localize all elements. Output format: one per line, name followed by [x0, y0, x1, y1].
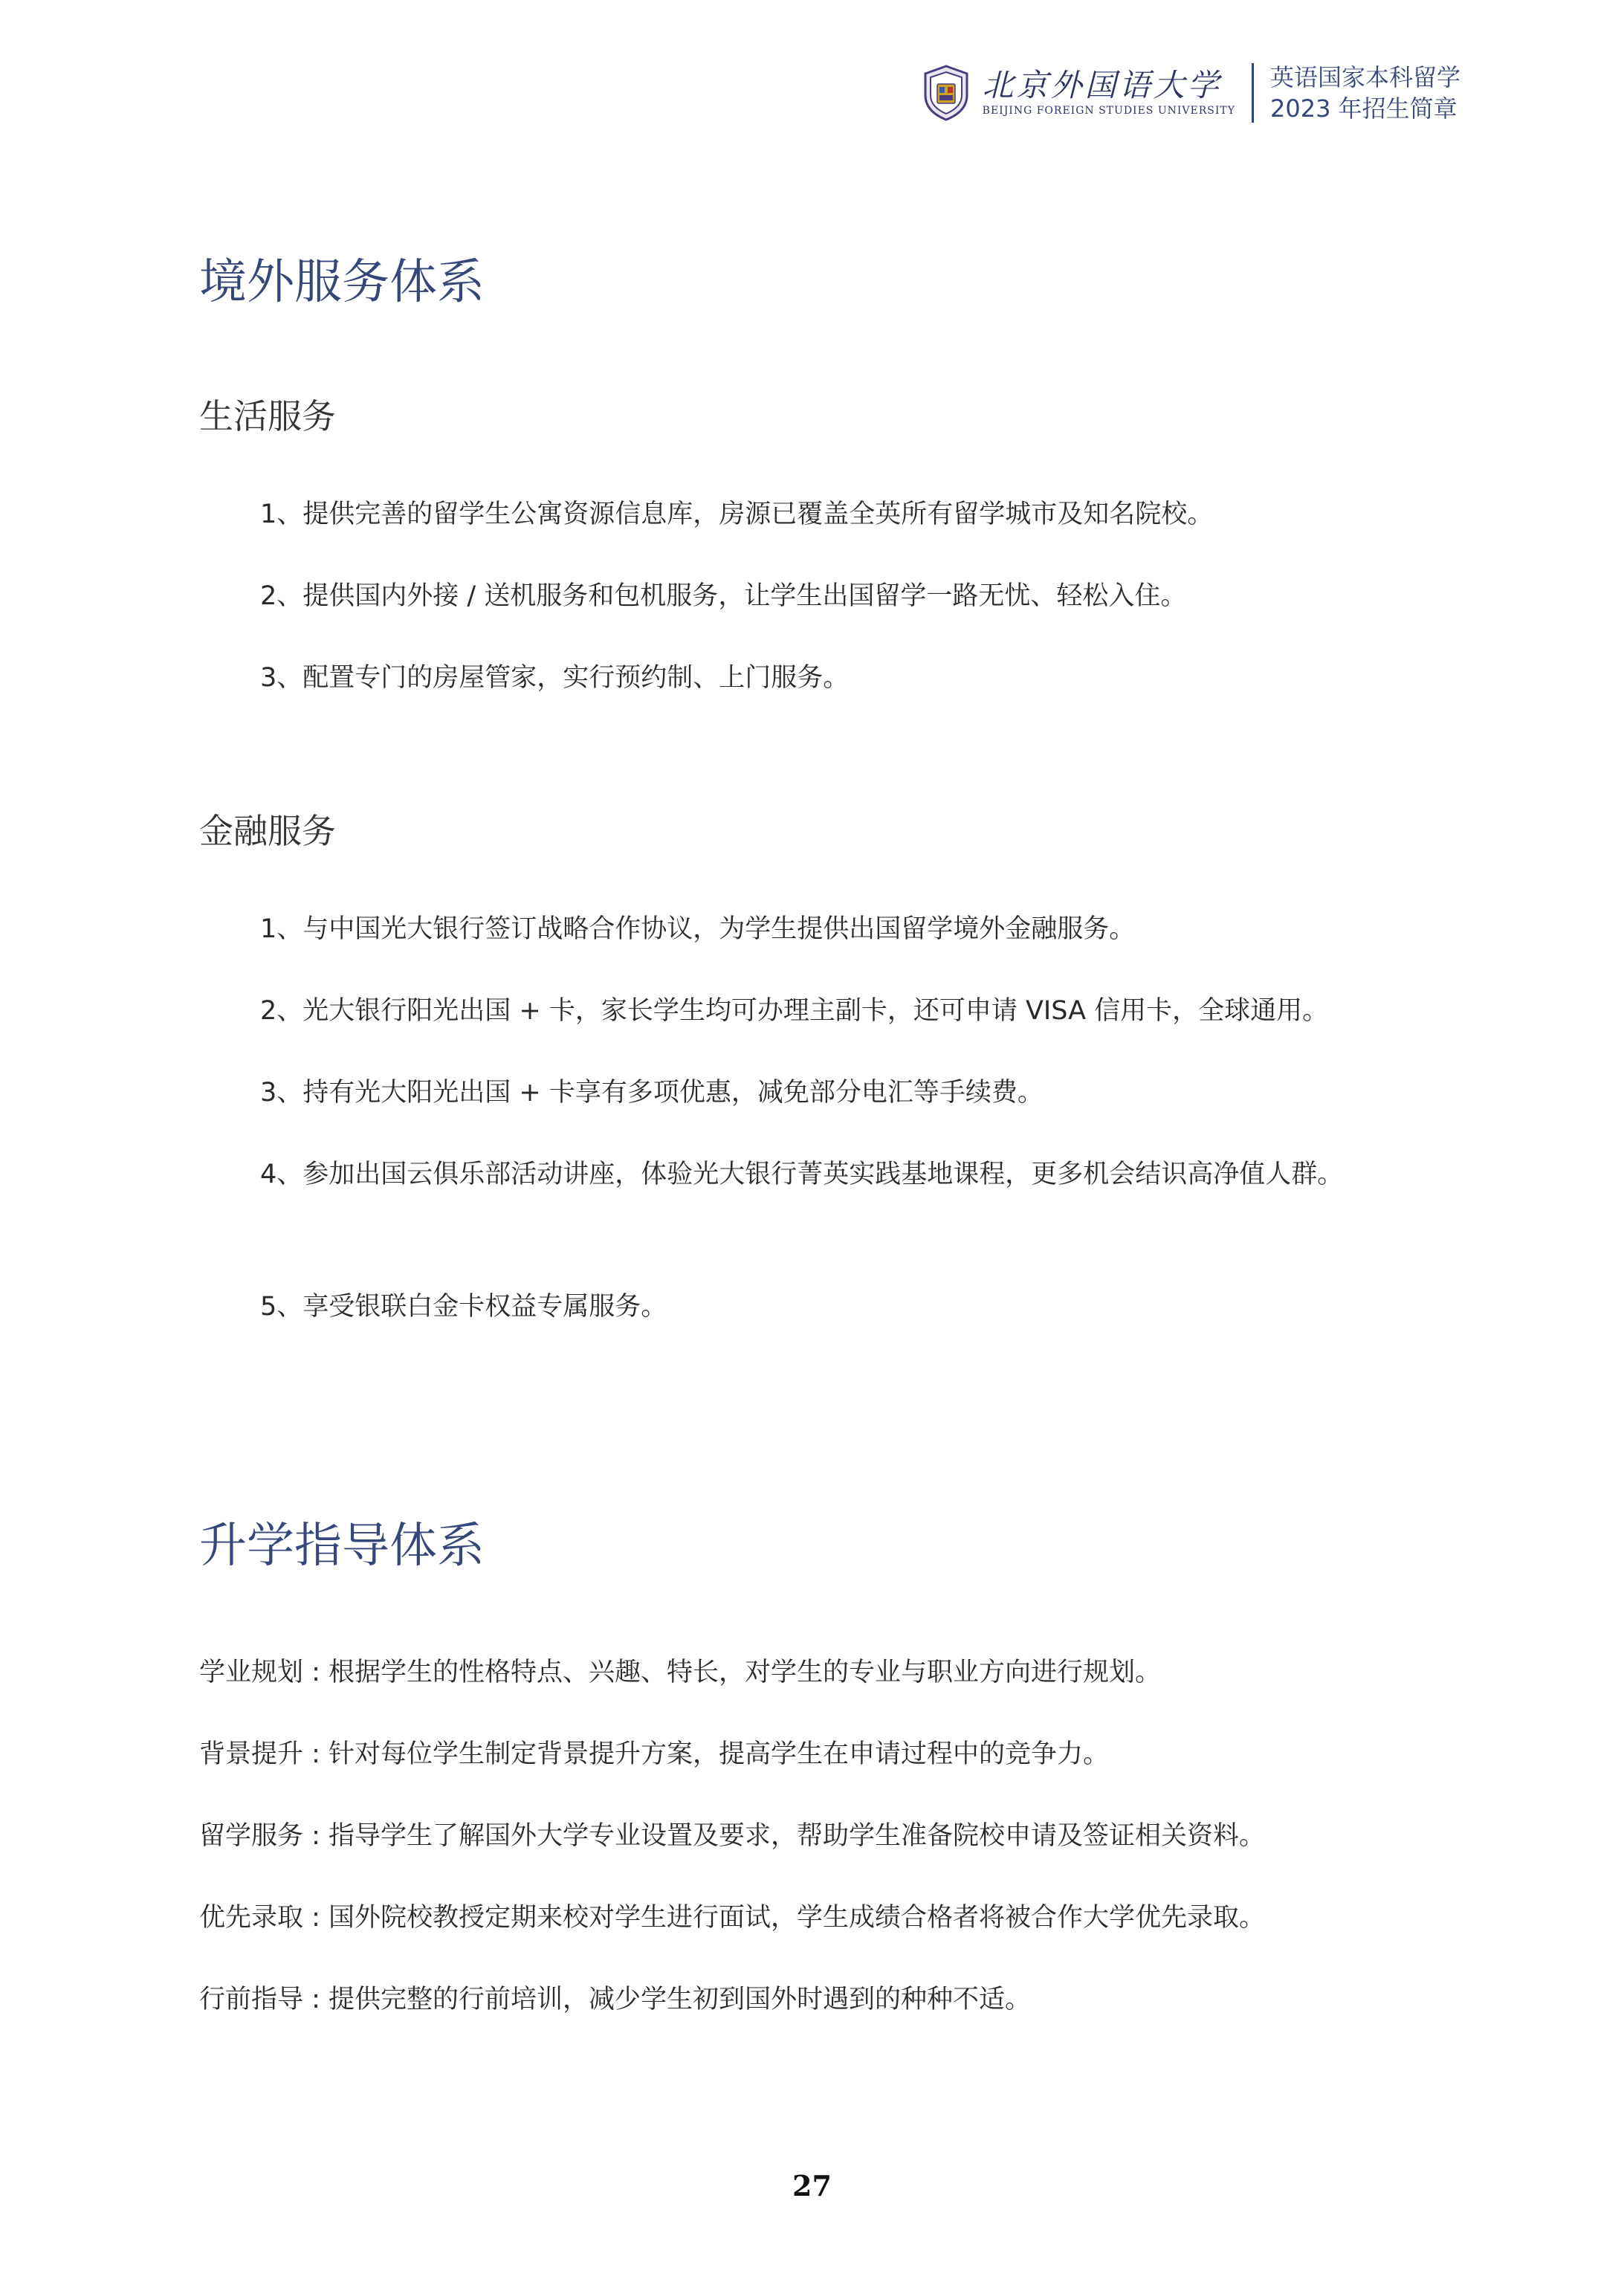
university-seal-logo [920, 63, 972, 123]
program-title-line1: 英语国家本科留学 [1269, 63, 1460, 91]
subsection-title-life-service: 生活服务 [199, 396, 336, 436]
life-service-item-2: 2、提供国内外接 / 送机服务和包机服务，让学生出国留学一路无忧、轻松入住。 [260, 581, 1187, 611]
finance-service-item-5: 5、享受银联白金卡权益专属服务。 [260, 1292, 667, 1322]
guidance-row-pre-departure: 行前指导 : 提供完整的行前培训，减少学生初到国外时遇到的种种不适。 [199, 1985, 1032, 2014]
life-service-item-1: 1、提供完善的留学生公寓资源信息库，房源已覆盖全英所有留学城市及知名院校。 [260, 500, 1214, 529]
life-service-item-3: 3、配置专门的房屋管家，实行预约制、上门服务。 [260, 663, 850, 693]
subsection-title-finance-service: 金融服务 [199, 811, 336, 851]
page-number: 27 [792, 2169, 832, 2202]
guidance-row-background-boost: 背景提升 : 针对每位学生制定背景提升方案，提高学生在申请过程中的竞争力。 [199, 1739, 1110, 1769]
university-wordmark [983, 68, 1235, 118]
page-header [920, 59, 1460, 126]
guidance-row-study-planning: 学业规划 : 根据学生的性格特点、兴趣、特长，对学生的专业与职业方向进行规划。 [199, 1658, 1162, 1687]
university-name-en: BEIJING FOREIGN STUDIES UNIVERSITY [982, 105, 1235, 117]
guidance-row-priority-admission: 优先录取 : 国外院校教授定期来校对学生进行面试，学生成绩合格者将被合作大学优先录取。 [199, 1903, 1266, 1933]
finance-service-item-2: 2、光大银行阳光出国 + 卡，家长学生均可办理主副卡，还可申请 VISA 信用卡，全球通用。 [260, 996, 1329, 1026]
program-title-line2: 2023 年招生简章 [1269, 94, 1458, 123]
header-divider [1252, 63, 1254, 123]
finance-service-item-1: 1、与中国光大银行签订战略合作协议，为学生提供出国留学境外金融服务。 [260, 914, 1136, 944]
finance-service-item-3: 3、持有光大阳光出国 + 卡享有多项优惠，减免部分电汇等手续费。 [260, 1078, 1044, 1108]
program-title [1270, 62, 1460, 124]
finance-service-item-4: 4、参加出国云俱乐部活动讲座，体验光大银行菁英实践基地课程，更多机会结识高净值人群。 [260, 1160, 1344, 1189]
section-title-admission-guidance: 升学指导体系 [199, 1519, 485, 1574]
guidance-row-study-abroad-service: 留学服务 : 指导学生了解国外大学专业设置及要求，帮助学生准备院校申请及签证相关资料。 [199, 1821, 1266, 1851]
university-name-cn: 北京外国语大学 [982, 67, 1222, 103]
section-title-overseas-service: 境外服务体系 [199, 255, 485, 310]
